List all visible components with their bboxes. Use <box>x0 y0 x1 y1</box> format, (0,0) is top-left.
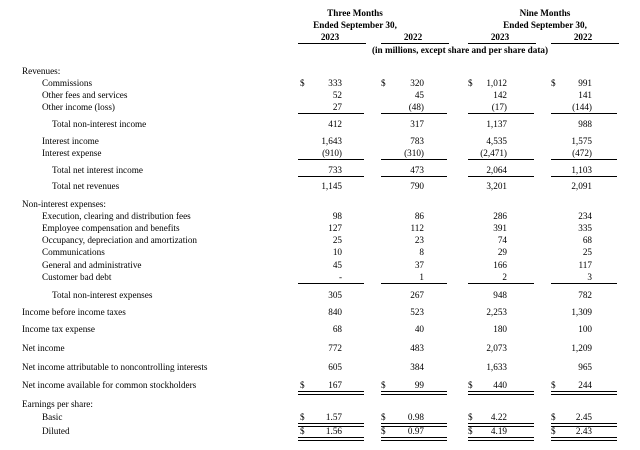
row-label: Customer bad debt <box>42 272 112 282</box>
row-value: 384 <box>410 362 424 372</box>
row-label: Total non-interest income <box>52 119 147 129</box>
row-value: 2.45 <box>575 412 592 422</box>
row-label: Commissions <box>42 78 93 88</box>
row-value: 1,309 <box>571 307 592 317</box>
currency-symbol: $ <box>468 412 473 422</box>
row-value: 52 <box>332 90 342 100</box>
total-rule <box>468 283 534 284</box>
row-value: 167 <box>328 380 342 390</box>
currency-symbol: $ <box>551 412 556 422</box>
row-value: 1,209 <box>571 343 592 353</box>
row-value: 267 <box>410 290 424 300</box>
row-value: 2,073 <box>486 343 507 353</box>
row-value: (310) <box>404 148 424 158</box>
currency-symbol: $ <box>300 380 305 390</box>
currency-symbol: $ <box>381 426 386 436</box>
currency-symbol: $ <box>381 78 386 88</box>
currency-symbol: $ <box>468 426 473 436</box>
row-value: 473 <box>410 165 424 175</box>
row-value: 45 <box>332 260 342 270</box>
row-value: 783 <box>410 136 424 146</box>
total-rule <box>551 283 617 284</box>
row-value: (2,471) <box>480 148 507 158</box>
row-value: 37 <box>414 260 424 270</box>
currency-symbol: $ <box>300 78 305 88</box>
row-value: 333 <box>328 78 342 88</box>
total-rule <box>381 113 447 114</box>
currency-symbol: $ <box>300 426 305 436</box>
row-label: Other fees and services <box>42 90 128 100</box>
double-underline <box>551 437 617 441</box>
currency-symbol: $ <box>551 78 556 88</box>
row-value: 605 <box>328 362 342 372</box>
total-rule <box>468 113 534 114</box>
row-value: 790 <box>410 181 424 191</box>
row-value: 483 <box>410 343 424 353</box>
row-value: 86 <box>414 211 424 221</box>
row-value: 1,633 <box>486 362 507 372</box>
row-value: 948 <box>493 290 507 300</box>
row-value: 0.97 <box>407 426 424 436</box>
row-label: Employee compensation and benefits <box>42 223 180 233</box>
currency-symbol: $ <box>551 426 556 436</box>
row-value: 286 <box>493 211 507 221</box>
row-value: (17) <box>491 102 507 112</box>
total-rule <box>551 159 617 160</box>
double-underline <box>298 391 364 395</box>
row-value: 1,103 <box>571 165 592 175</box>
row-value: 23 <box>414 235 424 245</box>
total-rule <box>381 176 447 177</box>
row-value: 112 <box>410 223 424 233</box>
row-label: Other income (loss) <box>42 102 115 112</box>
row-value: 8 <box>419 247 424 257</box>
total-rule <box>551 113 617 114</box>
row-value: 2.43 <box>575 426 592 436</box>
row-value: 4.22 <box>490 412 507 422</box>
row-label: Basic <box>42 412 63 422</box>
row-value: 166 <box>493 260 507 270</box>
row-label: Communications <box>42 247 105 257</box>
row-label: Income tax expense <box>22 324 95 334</box>
year-underline-4 <box>551 43 619 44</box>
total-rule <box>298 159 364 160</box>
row-value: 4,535 <box>486 136 507 146</box>
double-underline <box>381 437 447 441</box>
year-underline-3 <box>468 43 536 44</box>
row-value: 99 <box>414 380 424 390</box>
row-label: Net income attributable to noncontrolling interests <box>22 362 208 372</box>
total-rule <box>298 283 364 284</box>
row-value: 25 <box>582 247 592 257</box>
row-value: 1,643 <box>321 136 342 146</box>
row-label: Interest income <box>42 136 99 146</box>
row-value: 1 <box>419 272 424 282</box>
row-value: 1,575 <box>571 136 592 146</box>
row-label: Execution, clearing and distribution fees <box>42 211 191 221</box>
row-value: 141 <box>578 90 592 100</box>
total-rule <box>468 176 534 177</box>
row-label: Net income <box>22 343 65 353</box>
row-label: Non-interest expenses: <box>22 199 106 209</box>
row-label: General and administrative <box>42 260 142 270</box>
row-value: 2,064 <box>486 165 507 175</box>
row-value: 10 <box>332 247 342 257</box>
units-note: (in millions, except share and per share data) <box>371 45 549 55</box>
row-value: 25 <box>332 235 342 245</box>
row-value: 3 <box>587 272 592 282</box>
currency-symbol: $ <box>551 380 556 390</box>
currency-symbol: $ <box>468 78 473 88</box>
row-value: 29 <box>497 247 507 257</box>
row-value: 2,091 <box>571 181 592 191</box>
total-rule <box>381 283 447 284</box>
row-value: (472) <box>572 148 592 158</box>
row-label: Total net revenues <box>52 181 120 191</box>
year-header-4: 2022 <box>573 32 593 42</box>
row-value: 840 <box>328 307 342 317</box>
row-value: 782 <box>578 290 592 300</box>
row-value: 27 <box>332 102 342 112</box>
row-value: (910) <box>322 148 342 158</box>
row-label: Net income available for common stockholders <box>22 380 197 390</box>
row-value: 180 <box>493 324 507 334</box>
year-underline-2 <box>381 43 449 44</box>
row-value: 772 <box>328 343 342 353</box>
year-header-2: 2022 <box>403 32 423 42</box>
three-months-header-line1: Three Months <box>327 8 383 18</box>
row-value: 68 <box>582 235 592 245</box>
row-value: 3,201 <box>486 181 507 191</box>
currency-symbol: $ <box>381 412 386 422</box>
total-rule <box>298 176 364 177</box>
three-months-header-line2: Ended September 30, <box>313 20 397 30</box>
total-rule <box>381 159 447 160</box>
row-value: 1,145 <box>321 181 342 191</box>
row-value: 320 <box>410 78 424 88</box>
row-value: 317 <box>410 119 424 129</box>
row-value: 988 <box>578 119 592 129</box>
row-value: 74 <box>497 235 507 245</box>
row-value: 440 <box>493 380 507 390</box>
row-value: 2,253 <box>486 307 507 317</box>
row-label: Diluted <box>42 426 70 436</box>
total-rule <box>551 176 617 177</box>
row-label: Total net interest income <box>52 165 143 175</box>
row-value: 40 <box>414 324 424 334</box>
double-underline <box>468 437 534 441</box>
row-value: 98 <box>332 211 342 221</box>
row-value: - <box>338 272 342 282</box>
row-value: (144) <box>572 102 592 112</box>
row-value: 142 <box>493 90 507 100</box>
row-value: 127 <box>328 223 342 233</box>
double-underline <box>551 391 617 395</box>
row-value: 1,012 <box>486 78 507 88</box>
row-label: Total non-interest expenses <box>52 290 153 300</box>
total-rule <box>298 113 364 114</box>
year-header-3: 2023 <box>490 32 510 42</box>
currency-symbol: $ <box>381 380 386 390</box>
row-value: 1.56 <box>325 426 342 436</box>
row-label: Revenues: <box>22 66 61 76</box>
row-value: 68 <box>332 324 342 334</box>
row-value: 2 <box>502 272 507 282</box>
row-value: 0.98 <box>407 412 424 422</box>
row-value: 244 <box>578 380 592 390</box>
row-value: 523 <box>410 307 424 317</box>
row-value: 335 <box>578 223 592 233</box>
row-label: Interest expense <box>42 148 102 158</box>
nine-months-header-line2: Ended September 30, <box>503 20 587 30</box>
nine-months-header-line1: Nine Months <box>519 8 571 18</box>
row-value: 117 <box>578 260 592 270</box>
row-value: 733 <box>328 165 342 175</box>
row-value: 4.19 <box>490 426 507 436</box>
row-value: 965 <box>578 362 592 372</box>
row-value: (48) <box>408 102 424 112</box>
double-underline <box>381 391 447 395</box>
row-value: 412 <box>328 119 342 129</box>
row-value: 45 <box>414 90 424 100</box>
total-rule <box>468 159 534 160</box>
currency-symbol: $ <box>468 380 473 390</box>
row-value: 991 <box>578 78 592 88</box>
row-label: Earnings per share: <box>22 399 93 409</box>
row-label: Income before income taxes <box>22 307 126 317</box>
double-underline <box>468 391 534 395</box>
row-value: 100 <box>578 324 592 334</box>
double-underline <box>298 437 364 441</box>
row-value: 234 <box>578 211 592 221</box>
row-value: 1,137 <box>486 119 507 129</box>
row-value: 305 <box>328 290 342 300</box>
currency-symbol: $ <box>300 412 305 422</box>
year-header-1: 2023 <box>320 32 340 42</box>
row-value: 1.57 <box>325 412 342 422</box>
year-underline-1 <box>298 43 366 44</box>
row-label: Occupancy, depreciation and amortization <box>42 235 198 245</box>
row-value: 391 <box>493 223 507 233</box>
